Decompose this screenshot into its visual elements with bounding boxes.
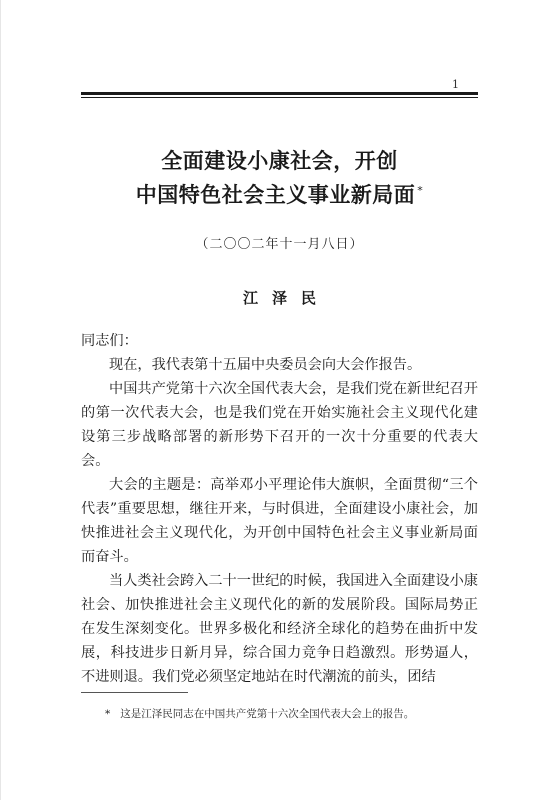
page-number: 1 xyxy=(452,78,459,91)
header-rule-thick xyxy=(81,92,478,95)
footnote-text: 这是江泽民同志在中国共产党第十六次全国代表大会上的报告。 xyxy=(120,708,415,720)
document-title xyxy=(81,146,478,210)
paragraph-2: 中国共产党第十六次全国代表大会，是我们党在新世纪召开的第一次代表大会，也是我们党在开始实施社会主义现代化建设第三步战略部署的新形势下召开的一次十分重要的代表大会。 xyxy=(81,381,478,469)
title-footnote-mark: * xyxy=(417,184,424,197)
title-line-1: 全面建设小康社会，开创 xyxy=(161,149,398,173)
paragraph-3: 大会的主题是：高举邓小平理论伟大旗帜，全面贯彻“三个代表”重要思想，继往开来，与时俱进，全面建设小康社会，加快推进社会主义现代化，为开创中国特色社会主义事业新局面而奋斗。 xyxy=(81,477,478,565)
title-line-2 xyxy=(81,176,478,210)
salutation: 同志们： xyxy=(81,333,138,349)
footnote-divider xyxy=(81,692,188,693)
header-rule-thin xyxy=(81,97,478,98)
author-name: 江泽民 xyxy=(242,289,330,307)
document-date: （二〇〇二年十一月八日） xyxy=(195,237,364,252)
paragraph-1: 现在，我代表第十五届中央委员会向大会作报告。 xyxy=(109,357,422,373)
title-line-2-text: 中国特色社会主义事业新局面 xyxy=(135,183,416,207)
paragraph-4: 当人类社会跨入二十一世纪的时候，我国进入全面建设小康社会、加快推进社会主义现代化的新的发展阶段。国际局势正在发生深刻变化。世界多极化和经济全球化的趋势在曲折中发展，科技进步日新月异，综合国力竞争日趋激烈。形势逼人，不进则退。我们党必须坚定地站在时代潮流的前头，团结 xyxy=(81,573,478,685)
footnote xyxy=(105,706,478,722)
footnote-mark: * xyxy=(105,708,111,720)
body-text xyxy=(81,329,478,689)
